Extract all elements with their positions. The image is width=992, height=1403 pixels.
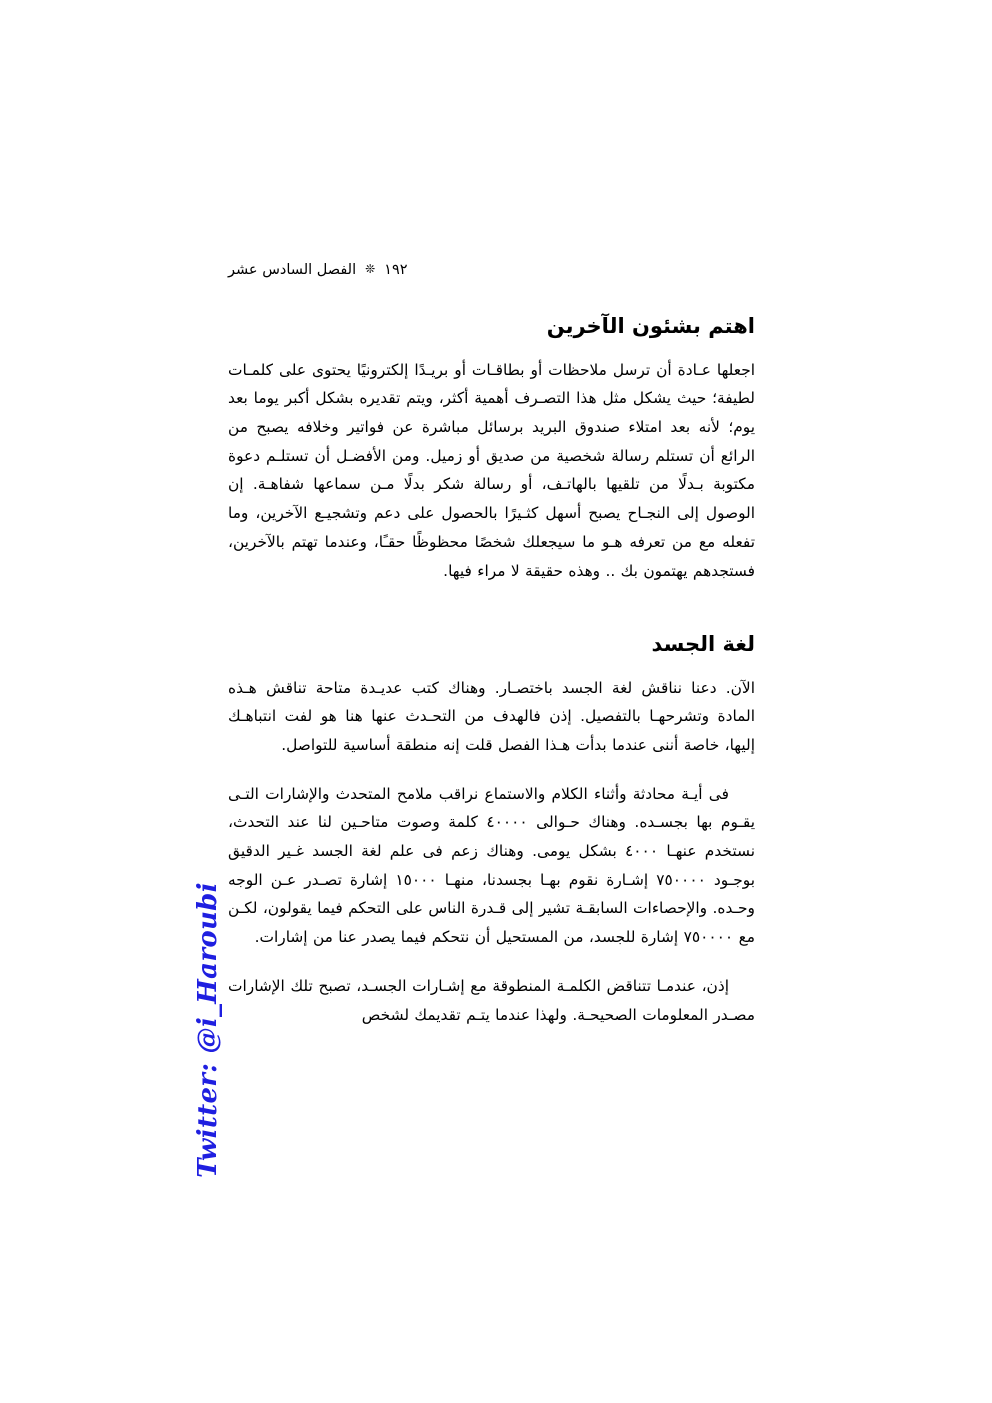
section-heading-body-language: لغة الجسد bbox=[651, 632, 755, 657]
page-number: ١٩٢ bbox=[384, 262, 408, 278]
paragraph: اجعلها عـادة أن ترسل ملاحظات أو بطاقـات أو بريـدًا إلكترونيًا يحتوى على كلمـات لطيفة؛ حيث يشكل مثل هذا التصـرف أهمية أكثر، ويتم تقديره بشكل أكبر يوما بعد يوم؛ لأنه بعد امتلاء صندوق البريد برسائل مباشرة عن فواتير وخلافه يصبح من الرائع أن تستلم رسالة شخصية من صديق أو زميل. ومن الأفضـل أن تستلـم دعوة مكتوبة بـدلًا من تلقيها بالهاتـف، أو رسالة شكر بدلًا مـن سماعها شفاهـة. إن الوصول إلى النجـاح يصبح أسهل كثـيرًا بالحصول على دعم وتشجيـع الآخرين، وما تفعله مع من تعرفه هـو ما سيجعلك شخصًا محظوظًا حقـًا، وعندما تهتم بالآخرين، فستجدهم يهتمون بك .. وهذه حقيقة لا مراء فيها. bbox=[228, 360, 755, 580]
watermark bbox=[188, 882, 228, 1178]
page-content bbox=[228, 262, 755, 1029]
watermark-text: Twitter: @i_Haroubi bbox=[193, 882, 223, 1178]
chapter-label: الفصل السادس عشر bbox=[228, 262, 357, 278]
running-header bbox=[228, 262, 755, 279]
paragraph: إذن، عندمـا تتناقض الكلمـة المنطوقة مع إشـارات الجسـد، تصبح تلك الإشارات مصـدر المعلومات الصحيحـة. ولهذا عندما يتـم تقديمك لشخص bbox=[228, 976, 755, 1024]
paragraph: فى أيـة محادثة وأثناء الكلام والاستماع نراقب ملامح المتحدث والإشارات التـى يقـوم بها بجسـده. وهناك حـوالى ٤٠٠٠٠ كلمة وصوت متاحـين لنا عند التحدث، نستخدم عنهـا ٤٠٠٠ بشكل يومى. وهناك زعم فى علم لغة الجسد غـير الدقيق بوجـود ٧٥٠٠٠٠ إشـارة نقوم بهـا بجسدنا، منهـا ١٥٠٠٠ إشارة تصـدر عـن الوجه وحـده. والإحصاءات السابقـة تشير إلى قـدرة الناس على التحكم فيما يقولون، لكـن مع ٧٥٠٠٠٠ إشارة للجسد، من المستحيل أن نتحكم فيما يصدر عنا من إشارات. bbox=[228, 784, 755, 947]
section-heading-care-for-others: اهتم بشئون الآخرين bbox=[546, 314, 755, 339]
flower-ornament-icon: ❊ bbox=[365, 262, 376, 276]
paragraph: الآن. دعنا نناقش لغة الجسد باختصـار. وهناك كتب عديـدة متاحة تناقش هـذه المادة وتشرحهـا بالتفصيل. إذن فالهدف من التحـدث عنها هنا هو لفت انتباهـك إليها، خاصة أننى عندما بدأت هـذا الفصل قلت إنه منطقة أساسية للتواصل. bbox=[228, 678, 755, 754]
